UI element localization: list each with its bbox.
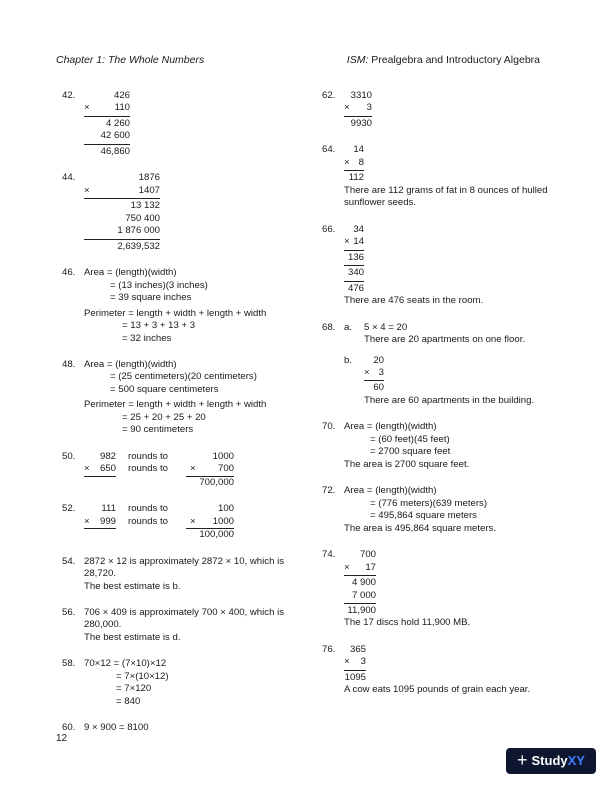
equation-line: 9 × 900 = 8100 [84, 722, 149, 734]
multiplicand: 426 [113, 90, 130, 101]
factor: 111 [101, 503, 116, 515]
problem-number: 74. [322, 549, 336, 561]
vertical-multiplication [84, 90, 130, 158]
times-sign: × [344, 656, 350, 668]
area-formula: Area = (length)(width) [344, 421, 437, 433]
problem-number: 56. [62, 607, 76, 618]
problem-66 [322, 224, 562, 308]
problem-56 [62, 607, 312, 644]
estimate-value: 280,000. [84, 619, 122, 631]
brand-name-accent: XY [567, 752, 585, 768]
times-sign: × [344, 561, 350, 573]
answer-text: The best estimate is b. [84, 580, 181, 592]
problem-number: 42. [62, 90, 76, 101]
header-chapter: Chapter 1: The Whole Numbers [56, 54, 205, 66]
problem-60 [62, 722, 312, 734]
problem-74 [322, 549, 562, 630]
times-sign: × [344, 156, 350, 168]
problem-number: 68. [322, 321, 336, 333]
problem-52 [62, 503, 312, 541]
answer-text: The 17 discs hold 11,900 MB. [344, 617, 471, 629]
answer-text: There are 476 seats in the room. [344, 295, 484, 307]
equation-line: = 7×(10×12) [116, 670, 169, 682]
times-sign: × [364, 366, 370, 378]
header-book-title: Prealgebra and Introductory Algebra [371, 54, 540, 66]
multiplicand: 1876 [138, 172, 160, 184]
partial-product: 13 132 [130, 200, 160, 212]
rounding-estimate [84, 451, 312, 489]
vertical-multiplication [364, 355, 384, 395]
multiplier: 3 [378, 366, 384, 378]
answer-text: A cow eats 1095 pounds of grain each year. [344, 684, 531, 696]
times-sign: × [344, 102, 350, 114]
times-sign: × [84, 184, 90, 196]
part-label: b. [344, 354, 353, 366]
times-sign: × [190, 463, 196, 475]
rounds-to-label: rounds to [128, 515, 169, 527]
multiplicand: 3310 [350, 90, 372, 101]
rounds-to-label: rounds to [128, 450, 169, 462]
page-number: 12 [56, 733, 68, 744]
part-a [344, 322, 562, 347]
multiplier: 17 [365, 561, 376, 573]
rounded-factor: 1000 [212, 450, 234, 462]
area-step: = (776 meters)(639 meters) [370, 497, 488, 509]
estimate-product: 100,000 [186, 528, 234, 541]
header-book [347, 54, 540, 68]
left-column [62, 90, 312, 749]
problem-number: 72. [322, 485, 336, 497]
right-column [322, 90, 562, 711]
multiplier: 14 [353, 236, 364, 248]
perimeter-step: = 25 + 20 + 25 + 20 [122, 411, 206, 423]
area-result: = 495,864 square meters [370, 510, 477, 522]
times-sign: × [344, 236, 350, 248]
area-formula: Area = (length)(width) [84, 267, 177, 279]
times-sign: × [84, 463, 90, 475]
problem-number: 46. [62, 267, 76, 279]
problem-58 [62, 658, 312, 708]
perimeter-result: = 32 inches [122, 332, 172, 344]
problem-number: 64. [322, 144, 336, 156]
problem-number: 44. [62, 172, 76, 184]
answer-text: There are 112 grams of fat in 8 ounces of hulled [344, 184, 548, 196]
studyxy-logo[interactable] [506, 748, 596, 774]
multiplicand: 14 [353, 144, 364, 156]
rounded-factor: 100 [217, 503, 234, 515]
answer-text: The area is 495,864 square meters. [344, 522, 496, 534]
vertical-multiplication [344, 644, 366, 684]
answer-text: The area is 2700 square feet. [344, 458, 470, 470]
partial-product: 7 000 [351, 589, 376, 601]
problem-68 [322, 322, 562, 408]
multiplier: 1407 [138, 184, 160, 196]
answer-text: There are 20 apartments on one floor. [364, 334, 526, 346]
problem-number: 70. [322, 421, 336, 433]
area-step: = (25 centimeters)(20 centimeters) [110, 371, 257, 383]
equation-line: 5 × 4 = 20 [364, 321, 408, 333]
rounded-factor: 1000 [212, 515, 234, 527]
product: 46,860 [100, 145, 130, 157]
rounds-to-label: rounds to [128, 463, 169, 475]
rounded-factor: 700 [217, 463, 234, 475]
factor: 982 [99, 450, 116, 462]
rounds-to-label: rounds to [128, 503, 169, 515]
times-sign: × [84, 515, 90, 527]
problem-50 [62, 451, 312, 489]
product: 476 [347, 282, 364, 294]
answer-text: sunflower seeds. [344, 197, 416, 209]
perimeter-result: = 90 centimeters [122, 424, 194, 436]
area-step: = (13 inches)(3 inches) [110, 279, 208, 291]
problem-62 [322, 90, 562, 130]
partial-product: 4 260 [105, 117, 130, 129]
area-formula: Area = (length)(width) [344, 485, 437, 497]
problem-42 [62, 90, 312, 158]
equation-line: = 7×120 [116, 683, 152, 695]
vertical-multiplication [84, 172, 160, 253]
problem-48 [62, 359, 312, 437]
product: 60 [373, 382, 384, 394]
times-sign: × [84, 102, 90, 114]
problem-70 [322, 421, 562, 471]
area-step: = (60 feet)(45 feet) [370, 433, 450, 445]
vertical-multiplication [344, 144, 364, 184]
estimate-text: 2872 × 12 is approximately 2872 × 10, which is [84, 555, 284, 567]
vertical-multiplication [344, 90, 372, 130]
problem-44 [62, 172, 312, 253]
area-result: = 2700 square feet [370, 446, 451, 458]
plus-icon: + [517, 750, 528, 771]
partial-product: 340 [347, 267, 364, 279]
problem-number: 58. [62, 658, 76, 670]
multiplicand: 34 [353, 223, 364, 235]
problem-number: 48. [62, 358, 76, 370]
multiplier: 8 [358, 156, 364, 168]
area-formula: Area = (length)(width) [84, 358, 177, 370]
factor: 999 [99, 515, 116, 527]
product: 112 [348, 172, 364, 184]
estimate-text: 706 × 409 is approximately 700 × 400, which is [84, 607, 284, 618]
area-result: = 500 square centimeters [110, 383, 219, 395]
product: 1095 [344, 671, 366, 683]
equation-line: = 840 [116, 695, 141, 707]
problem-number: 62. [322, 90, 336, 101]
factor: 650 [99, 463, 116, 475]
problem-54 [62, 556, 312, 593]
problem-number: 54. [62, 555, 76, 567]
product: 2,639,532 [117, 240, 160, 252]
problem-number: 60. [62, 722, 76, 734]
multiplicand: 365 [349, 643, 366, 655]
area-result: = 39 square inches [110, 292, 192, 304]
part-b [344, 355, 562, 408]
multiplier: 3 [360, 656, 366, 668]
vertical-multiplication [344, 549, 376, 617]
equation-line: 70×12 = (7×10)×12 [84, 658, 167, 670]
brand-name: Study [531, 752, 568, 768]
partial-product: 136 [347, 251, 364, 263]
answer-text: The best estimate is d. [84, 631, 181, 643]
estimate-product: 700,000 [186, 476, 234, 489]
product: 9930 [350, 117, 372, 129]
part-label: a. [344, 321, 353, 333]
problem-64 [322, 144, 562, 209]
perimeter-step: = 13 + 3 + 13 + 3 [122, 320, 196, 332]
perimeter-formula: Perimeter = length + width + length + width [84, 399, 267, 411]
problem-number: 50. [62, 450, 76, 462]
multiplicand: 700 [359, 549, 376, 561]
rounding-estimate [84, 503, 312, 541]
partial-product: 750 400 [125, 212, 160, 224]
partial-product: 4 900 [351, 577, 376, 589]
multiplier: 3 [366, 102, 372, 114]
problem-72 [322, 485, 562, 535]
times-sign: × [190, 515, 196, 527]
answer-text: There are 60 apartments in the building. [364, 394, 535, 406]
multiplicand: 20 [373, 354, 384, 366]
header-book-ism: ISM: [346, 54, 369, 66]
problem-number: 76. [322, 643, 336, 655]
partial-product: 1 876 000 [117, 225, 160, 237]
vertical-multiplication [344, 224, 364, 295]
partial-product: 42 600 [100, 130, 130, 142]
multiplier: 110 [114, 102, 130, 114]
problem-46 [62, 267, 312, 345]
product: 11,900 [347, 605, 376, 616]
problem-number: 66. [322, 223, 336, 235]
problem-number: 52. [62, 503, 76, 515]
estimate-value: 28,720. [84, 568, 117, 580]
perimeter-formula: Perimeter = length + width + length + width [84, 307, 267, 319]
problem-76 [322, 644, 562, 697]
